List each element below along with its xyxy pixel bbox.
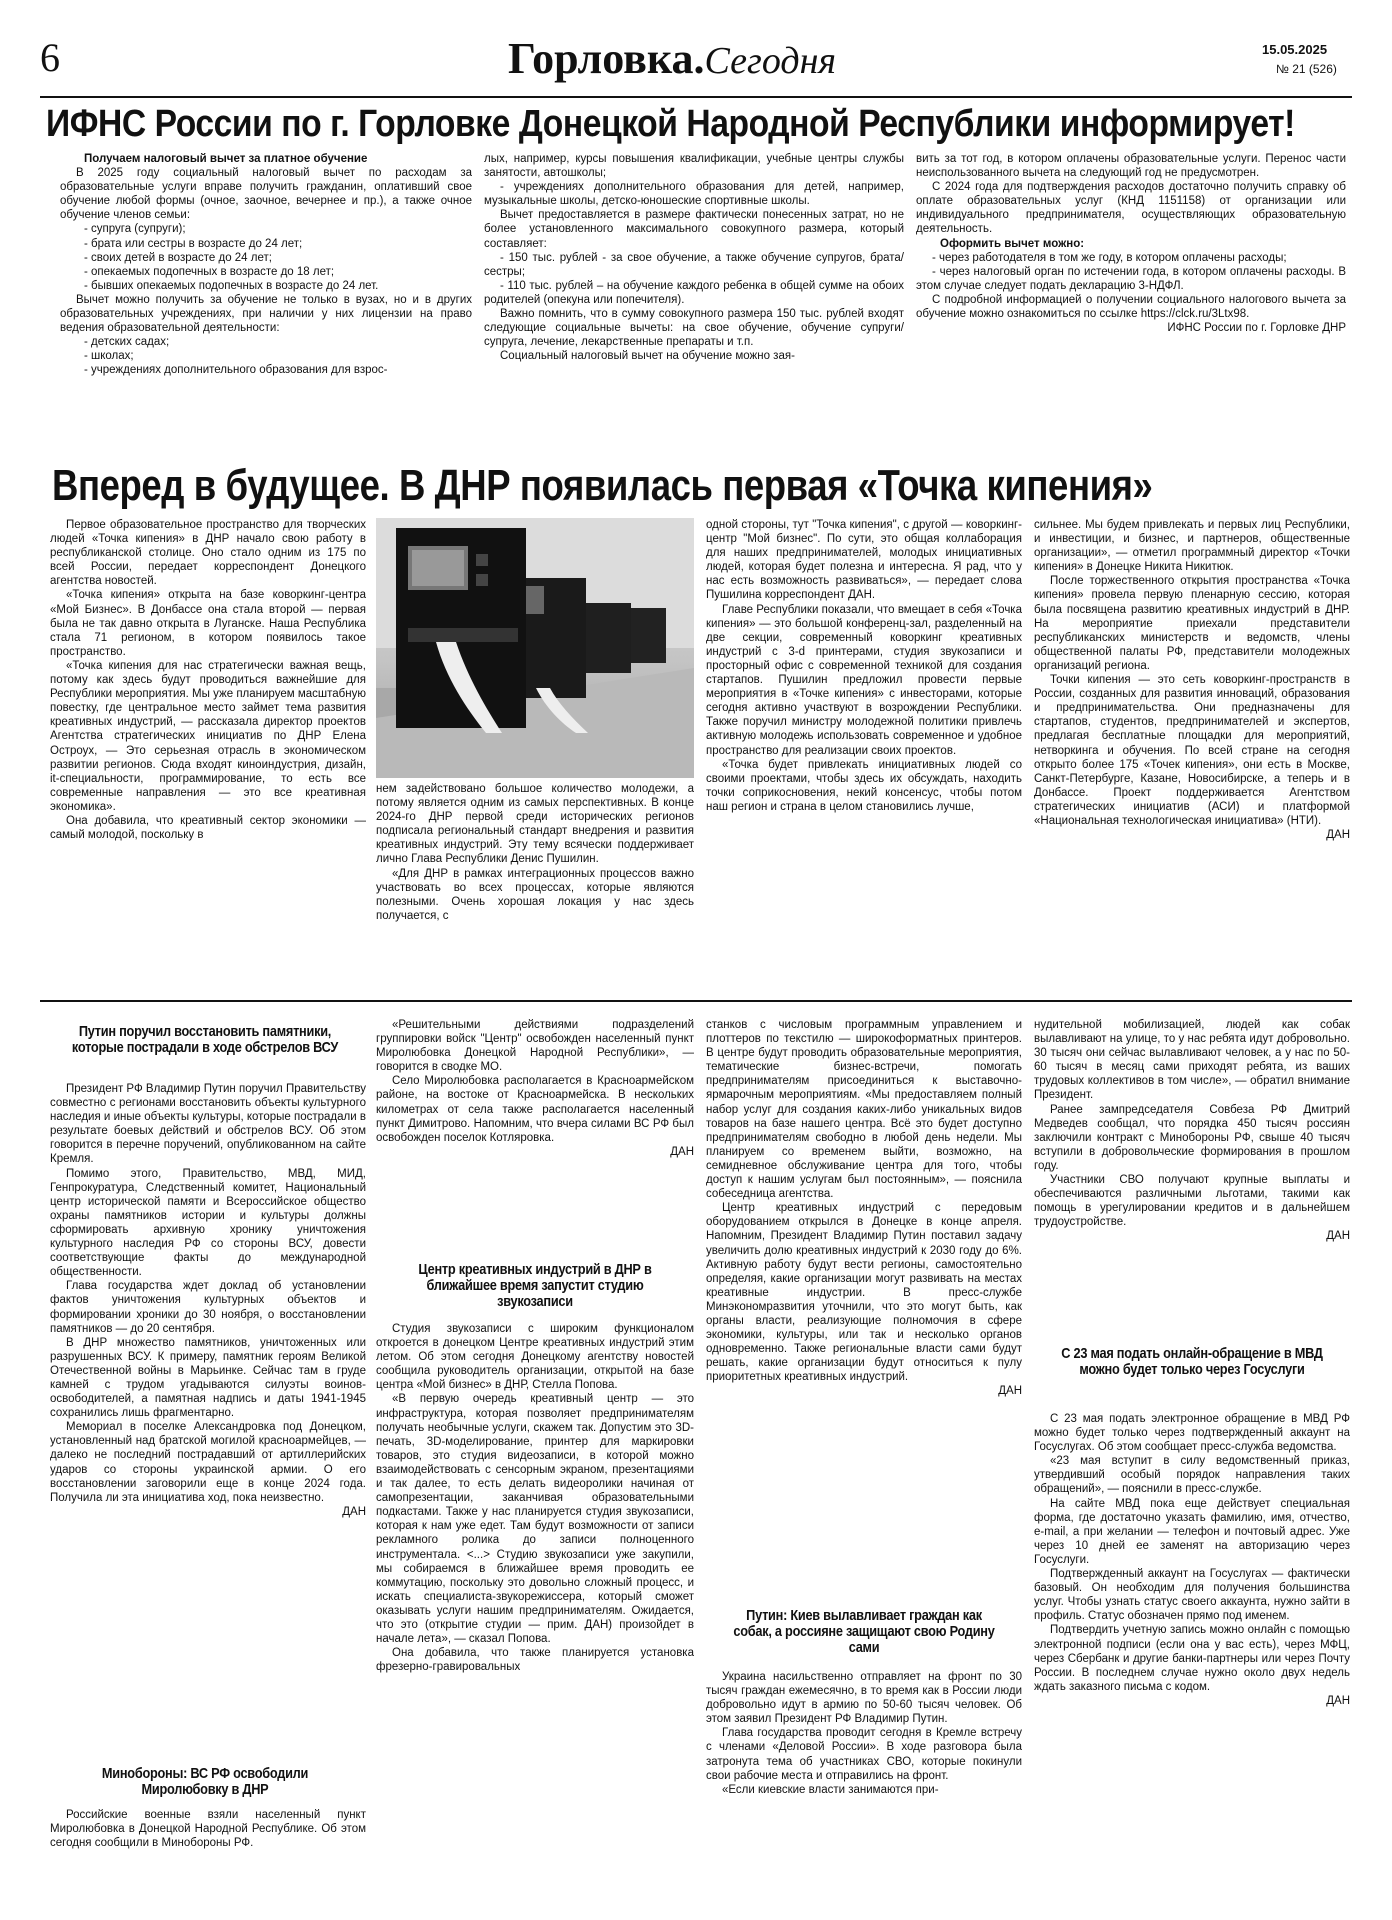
tochka-col-3 (706, 518, 1022, 988)
paragraph: «Если киевские власти занимаются при- (722, 1783, 939, 1796)
paragraph: нудительной мобилизацией, людей как собак вылавливают на улице, то у нас ребята идут добровольно. 30 тысяч они сейчас вылавливают человек, а у нас по 50-60 тысяч в месяц сами приходят ребята, из ваших трудовых коллективов в том числе», — обратил внимание Президент. (1034, 1019, 1350, 1102)
paragraph: Вычет предоставляется в размере фактически понесенных затрат, но не более установленного максимального совокупного размера, который составляет: (484, 209, 904, 250)
printers-photo (376, 518, 694, 778)
paragraph: Она добавила, что также планируется установка фрезерно-гравировальных (376, 1647, 694, 1674)
minoborony-body-cont (376, 1018, 694, 1258)
issue-number: № 21 (526) (1276, 62, 1337, 76)
paragraph: сильнее. Мы будем привлекать и первых лиц Республики, и инвестиции, и бизнес, и партнеров, общественные организации», — отметил программный директор «Точки кипения» в Донецке Никита Никитюк. (1034, 519, 1350, 574)
paragraph: вить за тот год, в котором оплачены образовательные услуги. Перенос части неиспользованного вычета на следующий год не предусмотрен. (916, 153, 1346, 180)
paragraph: С подробной информацией о получении социального налогового вычета за обучение можно ознакомиться по ссылке https://clck.ru/3Ltx98. (916, 293, 1346, 321)
paragraph: «Точка будет привлекать инициативных людей со своими проектами, чтобы здесь их обсуждать, находить точки соприкосновения, некий консенсус, чтобы потом наш регион и страна в целом становились лучше, (706, 758, 1022, 813)
creative-center-headline: Центр креативных индустрий в ДНР в ближайшее время запустит студию звукозаписи (418, 1261, 652, 1310)
paragraph: - учреждениях дополнительного образования для детей, например, музыкальные школы, детско-юношеские спортивные школы. (484, 181, 904, 208)
list-item: - опекаемых подопечных в возрасте до 18 лет; (84, 265, 335, 278)
ifns-col-2 (484, 152, 904, 444)
paragraph: - 110 тыс. рублей – на обучение каждого ребенка в общей сумме на обоих родителей (опекуна или попечителя). (484, 279, 904, 306)
paragraph: «Точка кипения» открыта на базе коворкинг-центра «Мой Бизнес». В Донбассе она стала второй — первая была не так давно открыта в Луганске. Наша Республика стала 71 регионом, в котором появилось такое пространство. (50, 589, 366, 658)
paragraph: С 2024 года для подтверждения расходов достаточно получить справку об оплате образовательных услуг (КНД 1151158) от организации или индивидуального предпринимателя, осуществляющих образовательную деятельность. (916, 181, 1346, 236)
paragraph: Село Миролюбовка располагается в Красноармейском районе, на востоке от Красноармейска. В нескольких километрах от села также располагается населенный пункт Димитрово. Напомним, что вчера силами ВС РФ был освобожден поселок Котляровка. (376, 1075, 694, 1144)
paragraph: одной стороны, тут "Точка кипения", с другой — коворкинг-центр "Мой бизнес". По сути, это общая коллаборация для наших предпринимателей, молодых инициативных людей, которая будет полезна и интересна. Я рад, что у нас есть возможность развиваться», — передает слова Пушилина корреспондент ДАН. (706, 519, 1022, 602)
paragraph: Она добавила, что креативный сектор экономики — самый молодой, поскольку в (50, 814, 366, 842)
creative-center-col-2 (706, 1018, 1022, 1590)
paragraph: станков с числовым программным управлением и плоттеров по текстилю — широкоформатных принтеров. В центре будут проводить образовательные мероприятия, тематические бизнес-встречи, помогать предпринимателям присоединиться к выставочно-ярмарочным мероприятиям. «Мы предоставляем полный набор услуг для создания каких-либо уникальных видов товаров на базе нашего центра. Всё это будет доступно предпринимателям свободно в любой день недели. Мы планируем со временем выйти, возможно, на семидневное обслуживание центра для того, чтобы доступ к нашим услугам был постоянным», — пояснила собеседница агентства. (706, 1019, 1022, 1201)
paragraph: С 23 мая подать электронное обращение в МВД РФ можно будет только через подтвержденный аккаунт на Госуслугах. Об этом сообщает пресс-служба ведомства. (1034, 1413, 1350, 1454)
page-number: 6 (40, 35, 60, 80)
masthead-title-main: Горловка. (508, 34, 705, 83)
ifns-col-3 (916, 152, 1346, 444)
mvd-body (1034, 1412, 1350, 1896)
paragraph: Центр креативных индустрий с передовым оборудованием открылся в Донецке в конце апреля. Напомним, Президент Владимир Путин поставил задачу увеличить долю креативных индустрий к 2030 году до 6%. Активную работу будут вести регионы, самостоятельно определяя, какие организации могут развивать на местах креативные индустрии. В пресс-службе Минэкономразвития уточнили, что это могут быть, как органы власти, реализующие полномочия в сфере экономики, культуры, или так и несколько органов одновременно. Также региональные власти сами будут решать, какие организации будут относиться к пулу приоритетных креативных индустрий. (706, 1202, 1022, 1384)
signature: ДАН (998, 1385, 1022, 1398)
ifns-headline: ИФНС России по г. Горловке Донецкой Народной Республики информирует! (46, 103, 1295, 145)
paragraph: - 150 тыс. рублей - за свое обучение, а также обучение супругов, брата/сестры; (484, 251, 904, 278)
masthead-title (508, 34, 836, 86)
paragraph: Президент РФ Владимир Путин поручил Правительству совместно с регионами восстановить объекты культурного наследия и иные объекты культуры, которые пострадали в результате боевых действий и обстрелов ВСУ. Об этом говорится в перечне поручений, опубликованном на сайте Кремля. (50, 1083, 366, 1166)
ifns-subhead: Оформить вычет можно: (940, 237, 1085, 250)
minoborony-body (50, 1808, 366, 1888)
paragraph: В 2025 году социальный налоговый вычет по расходам за образовательные услуги вправе получить гражданин, оплативший свое обучение любой формы (очное, заочное, вечернее и пр.), а также очное обучение членов семьи: (60, 167, 472, 222)
ifns-col-1 (60, 152, 472, 444)
signature: ДАН (1326, 1694, 1350, 1707)
paragraph: На сайте МВД пока еще действует специальная форма, где достаточно указать фамилию, имя, отчество, e-mail, а при желании — телефон и почтовый адрес. Уже через 10 дней ее заменят на авторизацию через Госуслуги. (1034, 1497, 1350, 1566)
paragraph: Важно помнить, что в сумму совокупного размера 150 тыс. рублей входят следующие социальные вычеты: на свое обучение, обучение супруги/супруга, лечение, лекарственные препараты и т.п. (484, 308, 904, 349)
paragraph: В ДНР множество памятников, уничтоженных или разрушенных ВСУ. К примеру, памятник героям Великой Отечественной войны в Марьинке. Сейчас там в груде камней с трудом угадываются силуэты воинов-освободителей, а памятная надпись и даты 1941-1945 сохранились лишь фрагментарно. (50, 1336, 366, 1420)
paragraph: «В первую очередь креативный центр — это инфраструктура, которая позволяет предпринимателям получать необычные услуги, скажем так. Допустим это 3D-печать, 3D-моделирование, принтер для маркировки товаров, это студия видеозаписи, в которой можно взаимодействовать с сенсорным экраном, презентациями и так далее, то есть делать видеоролики начиная от самопрезентации, заканчивая образовательными подкастами. Также у нас планируется студия звукозаписи, которая к нам уже едет. Там будут возможности от записи рекламного ролика до записи полноценного инструментала. <...> Студию звукозаписи уже закупили, мы собираемся в ближайшее время проводить ее коммутацию, поскольку это довольно сложный процесс, и искать специалиста-звукорежиссера, который сможет оказывать услуги нашим предпринимателям. Ожидается, что это (открытие студии — прим. ДАН) произойдет в начале лета», — сказал Попова. (376, 1393, 694, 1646)
paragraph: Мемориал в поселке Александровка под Донецком, установленный над братской могилой красноармейцев, — далеко не последний пострадавший от артиллерийских ударов со стороны украинской армии. О его восстановлении заговорили еще в конце 2024 года. Получила ли эта инициатива ход, пока неизвестно. (50, 1421, 366, 1504)
paragraph: - через налоговый орган по истечении года, в котором оплачены расходы. В этом случае следует подать декларацию 3-НДФЛ. (916, 265, 1346, 292)
list-item: - учреждениях дополнительного образования для взрос- (84, 364, 388, 377)
paragraph: Участники СВО получают крупные выплаты и обеспечиваются различными льготами, такими как помощь в урегулировании кредитов и в дальнейшем трудоустройстве. (1034, 1174, 1350, 1229)
paragraph: Украина насильственно отправляет на фронт по 30 тысяч граждан ежемесячно, в то время как в России люди добровольно идут в армию по 50-60 тысяч человек. Об этом заявил Президент РФ Владимир Путин. (706, 1671, 1022, 1726)
paragraph: «Точка кипения для нас стратегически важная вещь, потому как здесь будут проводиться важнейшие для Республики мероприятия. Мы уже планируем масштабную повестку, где центральное место займет тема развития креативных индустрий, — рассказала директор проектов Агентства стратегических инициатив по ДНР Елена Остроух, — Это серьезная отрасль в экономическом развитии регионов. Сюда входят киноиндустрия, дизайн, it-специальности, программирование, то есть все современные направления — это все креативная экономика». (50, 659, 366, 813)
kiev-body (706, 1670, 1022, 1894)
paragraph: Помимо этого, Правительство, МВД, МИД, Генпрокуратура, Следственный комитет, Национальный центр исторической памяти и Всероссийское общество охраны памятников истории и культуры должны сформировать архивную хронику уничтожения культурного наследия РФ со стороны ВСУ, довести соответствующие факты до международной общественности. (50, 1167, 366, 1279)
signature: ИФНС России по г. Горловке ДНР (1167, 322, 1346, 335)
paragraph: Глава государства ждет доклад об установлении фактов уничтожения культурных объектов и формировании хроники до 30 ноября, о восстановлении памятников — до 20 сентября. (50, 1280, 366, 1335)
tochka-col-4 (1034, 518, 1350, 988)
list-item: - детских садах; (84, 336, 170, 349)
paragraph: «Для ДНР в рамках интеграционных процессов важно участвовать во всех процессах, которые являются полезными. Очень хорошая локация у нас здесь получается, с (376, 867, 694, 922)
mvd-headline: С 23 мая подать онлайн-обращение в МВД можно будет только через Госуслуги (1061, 1345, 1323, 1378)
paragraph: «23 мая вступит в силу ведомственный приказ, утвердивший особый порядок направления таких обращений», — пояснили в пресс-службе. (1034, 1455, 1350, 1496)
paragraph: «Решительными действиями подразделений группировки войск "Центр" освобожден населенный пункт Миролюбовка Донецкой Народной Республики», — говорится в сводке МО. (376, 1019, 694, 1074)
paragraph: Ранее зампредседателя Совбеза РФ Дмитрий Медведев сообщал, что порядка 450 тысяч россиян заключили контракт с Минобороны РФ, свыше 40 тысяч вступили в добровольческие формирования в прошлом году. (1034, 1103, 1350, 1172)
paragraph: Первое образовательное пространство для творческих людей «Точка кипения» в ДНР начало свою работу в республиканской столице. Оно стало одним из 175 по всей России, передает корреспондент Донецкого агентства новостей. (50, 519, 366, 588)
paragraph: После торжественного открытия пространства «Точка кипения» провела первую пленарную сессию, которая была посвящена развитию креативных индустрий в ДНР. На мероприятие приехали представители республиканских министерств и ведомств, члены общественной палаты РФ, представители молодежных организаций региона. (1034, 575, 1350, 672)
paragraph: Подтвержденный аккаунт на Госуслугах — фактически базовый. Он необходим для получения большинства услуг. Чтобы узнать статус своего аккаунта, нужно зайти в профиль. Статус обозначен прямо под именем. (1034, 1568, 1350, 1623)
paragraph: Точки кипения — это сеть коворкинг-пространств в России, созданных для развития инноваций, образования и предпринимательства. Они предназначены для стартапов, студентов, предпринимателей и экспертов, предлагая бесплатные площадки для мероприятий, нетворкинга и обучения. По всей стране на сегодня открыто более 175 «Точек кипения», они есть в Москве, Санкт-Петербурге, Казане, Новосибирске, а теперь и в Донбассе. Проект поддерживается Агентством стратегических инициатив (АСИ) и платформой «Национальная технологическая инициатива» (НТИ). (1034, 674, 1350, 827)
kiev-headline: Путин: Киев вылавливает граждан как собак, а россияне защищают свою Родину сами (733, 1607, 995, 1656)
paragraph: нем задействовано большое количество молодежи, а потому является одним из самых перспективных. В конце 2024-го ДНР первой среди исторических регионов подписала региональный стандарт внедрения и развития креативных индустрий. Эту тему всячески поддерживает лично Глава Республики Денис Пушилин. (376, 783, 694, 866)
paragraph: Глава государства проводит сегодня в Кремле встречу с членами «Деловой России». В ходе разговора была затронута тема об участниках СВО, которые покинули свои рабочие места и отправились на фронт. (706, 1727, 1022, 1782)
tochka-col-1 (50, 518, 366, 988)
paragraph: Социальный налоговый вычет на обучение можно зая- (500, 350, 795, 363)
list-item: - своих детей в возрасте до 24 лет; (84, 251, 272, 264)
putin-monuments-body (50, 1082, 366, 1752)
signature: ДАН (1326, 829, 1350, 842)
paragraph: - через работодателя в том же году, в котором оплачены расходы; (932, 251, 1287, 264)
signature: ДАН (342, 1505, 366, 1518)
signature: ДАН (1326, 1230, 1350, 1243)
paragraph: Студия звукозаписи с широким функционалом откроется в донецком Центре креативных индустрий этим летом. Об этом сегодня Донецкому агентству новостей сообщила руководитель организации, открытой на базе центра «Мой бизнес» в ДНР, Стелла Попова. (376, 1323, 694, 1392)
masthead-title-script: Сегодня (704, 40, 837, 82)
ifns-subhead: Получаем налоговый вычет за платное обучение (84, 153, 368, 165)
printers-photo-art (376, 518, 694, 778)
paragraph: лых, например, курсы повышения квалификации, учебные центры службы занятости, автошколы; (484, 153, 904, 180)
tochka-col-2 (376, 782, 694, 988)
list-item: - школах; (84, 350, 134, 363)
paragraph: Главе Республики показали, что вмещает в себя «Точка кипения» — это большой конференц-зал, разделенный на две секции, современный коворкинг креативных индустрий с 3-d принтерами, студия звукозаписи и просторный офис с современной техникой для создания стартапов. Пушилин предложил провести первые мероприятия в «Точке кипения» с инвесторами, которые сегодня активно участвуют в возрождении Республики. Также поручил министру молодежной политики привлечь активную молодежь использовать современное и удобное пространство для реализации своих проектов. (706, 603, 1022, 757)
tochka-headline: Вперед в будущее. В ДНР появилась первая «Точка кипения» (52, 461, 1153, 510)
creative-center-col-1 (376, 1322, 694, 1894)
list-item: - брата или сестры в возрасте до 24 лет; (84, 237, 303, 250)
issue-date: 15.05.2025 (1262, 42, 1328, 57)
signature: ДАН (670, 1145, 694, 1158)
putin-monuments-headline: Путин поручил восстановить памятники, которые пострадали в ходе обстрелов ВСУ (71, 1023, 339, 1056)
section-rule (40, 1000, 1352, 1002)
list-item: - супруга (супруги); (84, 223, 186, 236)
kiev-body-cont (1034, 1018, 1350, 1330)
paragraph: Подтвердить учетную запись можно онлайн с помощью электронной подписи (если она у вас есть), через МФЦ, через Сбербанк и другие банки-партнеры или через Почту России. В последнем случае нужно около двух недель ждать заказного письма с кодом. (1034, 1624, 1350, 1693)
paragraph: Российские военные взяли населенный пункт Миролюбовка в Донецкой Народной Республике. Об этом сегодня сообщили в Минобороны РФ. (50, 1809, 366, 1850)
masthead-rule (40, 96, 1352, 98)
minoborony-headline: Минобороны: ВС РФ освободили Миролюбовку в ДНР (101, 1765, 309, 1798)
paragraph: Вычет можно получить за обучение не только в вузах, но и в других образовательных учреждениях, при наличии у них лицензии на право ведения образовательной деятельности: (60, 293, 472, 335)
list-item: - бывших опекаемых подопечных в возрасте до 24 лет. (84, 279, 379, 292)
